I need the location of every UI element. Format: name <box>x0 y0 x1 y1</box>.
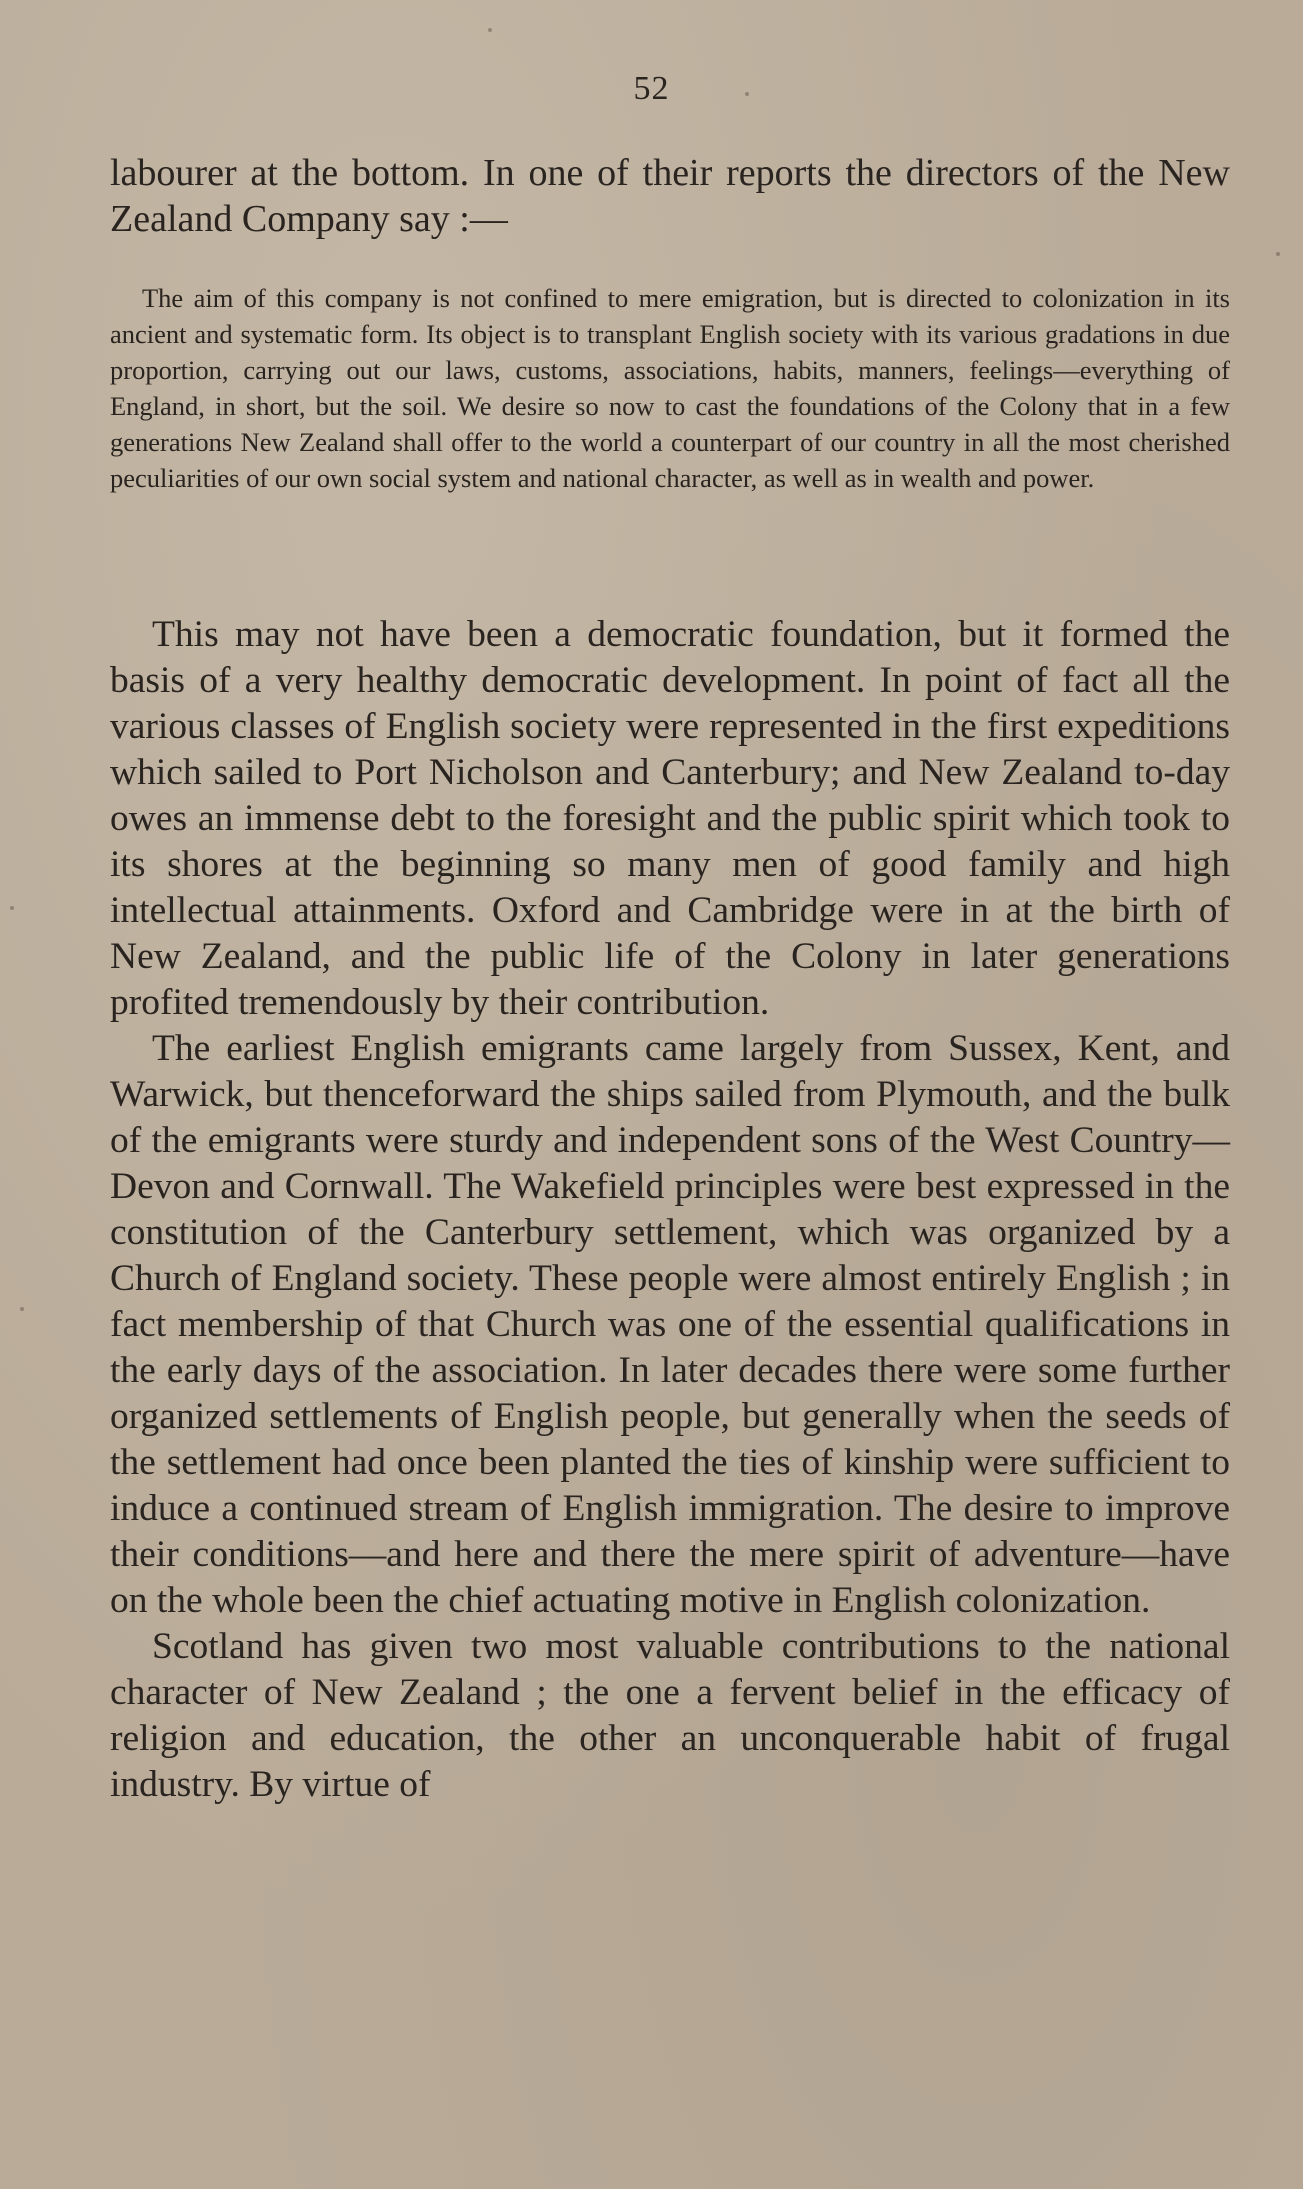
paper-speck <box>10 906 14 910</box>
quote-text: The aim of this company is not confined to mere emigration, but is directed to colonization in its ancient and systematic form. Its object is to transplant English society with its various gradations in due proportion, carrying out our laws, customs, associations, habits, manners, feelings—everything of England, in short, but the soil. We desire so now to cast the foundations of the Colony that in a few generations New Zealand shall offer to the world a counterpart of our country in all the most cherished peculiarities of our own social system and national character, as well as in wealth and power. <box>110 283 1230 493</box>
paper-speck <box>745 92 749 96</box>
paragraph: Scotland has given two most valuable contributions to the national character of New Zealand ; the one a fervent belief in the efficacy of religion and education, the other an unconquerable habit of frugal industry. By virtue of <box>110 1626 1230 1805</box>
paragraph: This may not have been a democratic foundation, but it formed the basis of a very healthy democratic development. In point of fact all the various classes of English society were represented in the first expeditions which sailed to Port Nicholson and Canterbury; and New Zealand to-day owes an immense debt to the foresight and the public spirit which took to its shores at the beginning so many men of good family and high intellectual attainments. Oxford and Cambridge were in at the birth of New Zealand, and the public life of the Colony in later generations profited tremendously by their contribution. <box>110 614 1230 1023</box>
opening-paragraph-block <box>110 150 1230 242</box>
block-quote <box>110 280 1230 496</box>
body-text <box>110 612 1230 1808</box>
page-number: 52 <box>633 70 670 107</box>
paper-speck <box>1276 252 1280 256</box>
opening-paragraph: labourer at the bottom. In one of their reports the directors of the New Zealand Company say :— <box>110 152 1230 240</box>
paper-speck <box>20 1307 24 1311</box>
paragraph: The earliest English emigrants came largely from Sussex, Kent, and Warwick, but thenceforward the ships sailed from Plymouth, and the bulk of the emigrants were sturdy and independent sons of the West Country—Devon and Cornwall. The Wakefield principles were best expressed in the constitution of the Canterbury settlement, which was organized by a Church of England society. These people were almost entirely English ; in fact membership of that Church was one of the essential qualifications in the early days of the association. In later decades there were some further organized settlements of English people, but generally when the seeds of the settlement had once been planted the ties of kinship were sufficient to induce a continued stream of English immigration. The desire to improve their conditions—and here and there the mere spirit of adventure—have on the whole been the chief actuating motive in English colonization. <box>110 1028 1230 1621</box>
paper-speck <box>488 28 492 32</box>
